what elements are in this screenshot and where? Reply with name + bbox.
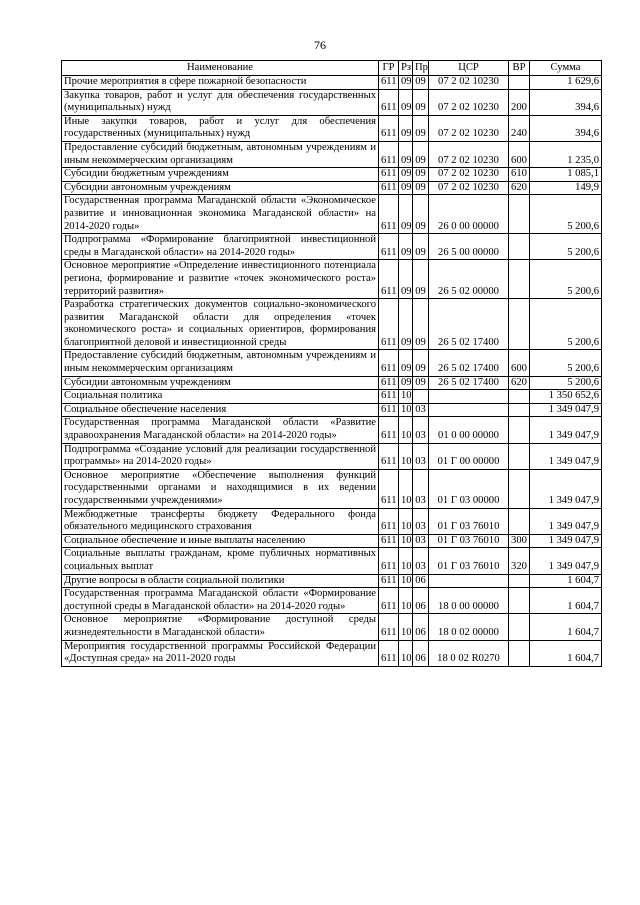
pr-cell: 03 [413, 417, 429, 443]
gr-cell: 611 [379, 403, 399, 417]
gr-cell: 611 [379, 574, 399, 588]
csr-cell: 26 5 02 00000 [429, 260, 509, 299]
rz-cell: 09 [399, 260, 413, 299]
sum-cell: 5 200,6 [530, 260, 602, 299]
vr-cell: 610 [509, 168, 530, 182]
name-cell: Субсидии автономным учреждениям [62, 181, 379, 195]
gr-cell: 611 [379, 89, 399, 115]
pr-cell: 06 [413, 574, 429, 588]
rz-cell: 10 [399, 534, 413, 548]
sum-cell: 1 604,7 [530, 588, 602, 614]
page-number: 76 [314, 38, 326, 52]
vr-cell: 300 [509, 534, 530, 548]
csr-cell: 18 0 02 R0270 [429, 640, 509, 666]
csr-cell: 26 5 02 17400 [429, 350, 509, 376]
gr-cell: 611 [379, 260, 399, 299]
gr-cell: 611 [379, 141, 399, 167]
csr-cell [429, 403, 509, 417]
name-cell: Предоставление субсидий бюджетным, автономным учреждениям и иным некоммерческим организациям [62, 141, 379, 167]
vr-cell: 320 [509, 548, 530, 574]
csr-cell: 01 Г 00 00000 [429, 443, 509, 469]
pr-cell: 03 [413, 443, 429, 469]
pr-cell: 09 [413, 350, 429, 376]
table-row [62, 376, 602, 390]
name-cell: Социальные выплаты гражданам, кроме публичных нормативных социальных выплат [62, 548, 379, 574]
sum-cell: 1 604,7 [530, 614, 602, 640]
sum-cell: 394,6 [530, 115, 602, 141]
vr-cell [509, 574, 530, 588]
vr-cell [509, 260, 530, 299]
rz-cell: 10 [399, 443, 413, 469]
pr-cell: 03 [413, 534, 429, 548]
csr-cell: 07 2 02 10230 [429, 181, 509, 195]
csr-cell: 07 2 02 10230 [429, 115, 509, 141]
vr-cell [509, 469, 530, 508]
sum-cell: 1 604,7 [530, 640, 602, 666]
table-row [62, 640, 602, 666]
name-cell: Закупка товаров, работ и услуг для обеспечения государственных (муниципальных) нужд [62, 89, 379, 115]
csr-cell: 01 Г 03 76010 [429, 548, 509, 574]
pr-cell: 03 [413, 508, 429, 534]
csr-cell: 26 5 00 00000 [429, 234, 509, 260]
table-row [62, 299, 602, 350]
gr-cell: 611 [379, 299, 399, 350]
pr-cell: 09 [413, 299, 429, 350]
sum-cell: 1 629,6 [530, 76, 602, 90]
sum-cell: 5 200,6 [530, 350, 602, 376]
sum-cell: 1 349 047,9 [530, 417, 602, 443]
header-gr: ГР [379, 61, 399, 76]
pr-cell: 09 [413, 168, 429, 182]
vr-cell [509, 234, 530, 260]
gr-cell: 611 [379, 390, 399, 404]
csr-cell: 01 Г 03 76010 [429, 508, 509, 534]
name-cell: Государственная программа Магаданской области «Формирование доступной среды в Магаданской области» на 2014-2020 годы» [62, 588, 379, 614]
table-row [62, 234, 602, 260]
sum-cell: 1 350 652,6 [530, 390, 602, 404]
pr-cell: 03 [413, 548, 429, 574]
table-row [62, 89, 602, 115]
rz-cell: 10 [399, 469, 413, 508]
vr-cell [509, 403, 530, 417]
sum-cell: 1 349 047,9 [530, 508, 602, 534]
csr-cell [429, 574, 509, 588]
table-row [62, 195, 602, 234]
table-row [62, 350, 602, 376]
sum-cell: 5 200,6 [530, 234, 602, 260]
gr-cell: 611 [379, 168, 399, 182]
name-cell: Межбюджетные трансферты бюджету Федерального фонда обязательного медицинского страхования [62, 508, 379, 534]
table-row [62, 588, 602, 614]
name-cell: Предоставление субсидий бюджетным, автономным учреждениям и иным некоммерческим организациям [62, 350, 379, 376]
vr-cell: 620 [509, 376, 530, 390]
name-cell: Подпрограмма «Создание условий для реализации государственной программы» на 2014-2020 годы» [62, 443, 379, 469]
rz-cell: 10 [399, 614, 413, 640]
table-row [62, 548, 602, 574]
table-row [62, 443, 602, 469]
name-cell: Иные закупки товаров, работ и услуг для обеспечения государственных (муниципальных) нужд [62, 115, 379, 141]
gr-cell: 611 [379, 469, 399, 508]
vr-cell [509, 76, 530, 90]
csr-cell: 01 Г 03 76010 [429, 534, 509, 548]
sum-cell: 1 349 047,9 [530, 534, 602, 548]
vr-cell: 600 [509, 350, 530, 376]
table-row [62, 168, 602, 182]
rz-cell: 09 [399, 234, 413, 260]
csr-cell: 07 2 02 10230 [429, 76, 509, 90]
vr-cell [509, 390, 530, 404]
vr-cell [509, 614, 530, 640]
rz-cell: 09 [399, 141, 413, 167]
vr-cell [509, 417, 530, 443]
pr-cell: 06 [413, 588, 429, 614]
rz-cell: 09 [399, 195, 413, 234]
name-cell: Государственная программа Магаданской области «Экономическое развитие и инновационная экономика Магаданской области» на 2014-2020 годы» [62, 195, 379, 234]
sum-cell: 1 349 047,9 [530, 403, 602, 417]
gr-cell: 611 [379, 350, 399, 376]
rz-cell: 10 [399, 417, 413, 443]
rz-cell: 10 [399, 508, 413, 534]
gr-cell: 611 [379, 417, 399, 443]
rz-cell: 10 [399, 548, 413, 574]
gr-cell: 611 [379, 234, 399, 260]
csr-cell: 26 0 00 00000 [429, 195, 509, 234]
rz-cell: 10 [399, 574, 413, 588]
table-row [62, 574, 602, 588]
rz-cell: 10 [399, 588, 413, 614]
vr-cell: 200 [509, 89, 530, 115]
name-cell: Основное мероприятие «Обеспечение выполнения функций государственными органами и находящимися в их ведении государственными учреждениями» [62, 469, 379, 508]
csr-cell: 18 0 00 00000 [429, 588, 509, 614]
csr-cell: 01 Г 03 00000 [429, 469, 509, 508]
sum-cell: 1 604,7 [530, 574, 602, 588]
gr-cell: 611 [379, 548, 399, 574]
rz-cell: 09 [399, 89, 413, 115]
sum-cell: 1 349 047,9 [530, 469, 602, 508]
rz-cell: 09 [399, 350, 413, 376]
sum-cell: 5 200,6 [530, 195, 602, 234]
sum-cell: 1 349 047,9 [530, 443, 602, 469]
csr-cell: 26 5 02 17400 [429, 376, 509, 390]
gr-cell: 611 [379, 534, 399, 548]
pr-cell: 03 [413, 469, 429, 508]
table-header-row [62, 61, 602, 76]
pr-cell: 09 [413, 141, 429, 167]
name-cell: Социальное обеспечение населения [62, 403, 379, 417]
pr-cell: 09 [413, 181, 429, 195]
csr-cell: 18 0 02 00000 [429, 614, 509, 640]
rz-cell: 09 [399, 168, 413, 182]
rz-cell: 09 [399, 299, 413, 350]
gr-cell: 611 [379, 115, 399, 141]
sum-cell: 1 235,0 [530, 141, 602, 167]
rz-cell: 09 [399, 181, 413, 195]
name-cell: Социальное обеспечение и иные выплаты населению [62, 534, 379, 548]
vr-cell [509, 588, 530, 614]
sum-cell: 5 200,6 [530, 299, 602, 350]
header-vr: ВР [509, 61, 530, 76]
csr-cell: 07 2 02 10230 [429, 168, 509, 182]
name-cell: Основное мероприятие «Формирование доступной среды жизнедеятельности в Магаданской области» [62, 614, 379, 640]
rz-cell: 09 [399, 76, 413, 90]
gr-cell: 611 [379, 443, 399, 469]
budget-table [61, 60, 602, 667]
sum-cell: 1 085,1 [530, 168, 602, 182]
name-cell: Прочие мероприятия в сфере пожарной безопасности [62, 76, 379, 90]
table-row [62, 403, 602, 417]
table-body [62, 76, 602, 667]
pr-cell: 09 [413, 89, 429, 115]
gr-cell: 611 [379, 508, 399, 534]
rz-cell: 09 [399, 115, 413, 141]
rz-cell: 10 [399, 403, 413, 417]
table-row [62, 115, 602, 141]
csr-cell [429, 390, 509, 404]
pr-cell: 03 [413, 403, 429, 417]
rz-cell: 09 [399, 376, 413, 390]
vr-cell [509, 443, 530, 469]
pr-cell: 09 [413, 195, 429, 234]
name-cell: Другие вопросы в области социальной политики [62, 574, 379, 588]
gr-cell: 611 [379, 76, 399, 90]
csr-cell: 01 0 00 00000 [429, 417, 509, 443]
pr-cell: 09 [413, 376, 429, 390]
vr-cell [509, 508, 530, 534]
pr-cell: 09 [413, 234, 429, 260]
vr-cell: 620 [509, 181, 530, 195]
name-cell: Разработка стратегических документов социально-экономического развития Магаданской области для определения «точек экономического роста» и социальных ориентиров, формирования благоприятной деловой и инвестиционной среды [62, 299, 379, 350]
header-rz: Рз [399, 61, 413, 76]
csr-cell: 07 2 02 10230 [429, 89, 509, 115]
gr-cell: 611 [379, 376, 399, 390]
table-row [62, 260, 602, 299]
rz-cell: 10 [399, 640, 413, 666]
name-cell: Основное мероприятие «Определение инвестиционного потенциала региона, формирование и развитие «точек экономического роста» территорий развития» [62, 260, 379, 299]
header-sum: Сумма [530, 61, 602, 76]
vr-cell [509, 299, 530, 350]
table-row [62, 534, 602, 548]
sum-cell: 5 200,6 [530, 376, 602, 390]
gr-cell: 611 [379, 195, 399, 234]
name-cell: Государственная программа Магаданской области «Развитие здравоохранения Магаданской области» на 2014-2020 годы» [62, 417, 379, 443]
pr-cell: 09 [413, 76, 429, 90]
sum-cell: 394,6 [530, 89, 602, 115]
table-row [62, 508, 602, 534]
vr-cell: 600 [509, 141, 530, 167]
table-row [62, 614, 602, 640]
vr-cell: 240 [509, 115, 530, 141]
table-row [62, 469, 602, 508]
table-row [62, 181, 602, 195]
sum-cell: 1 349 047,9 [530, 548, 602, 574]
table-row [62, 390, 602, 404]
rz-cell: 10 [399, 390, 413, 404]
pr-cell: 09 [413, 115, 429, 141]
header-pr: Пр [413, 61, 429, 76]
table-row [62, 76, 602, 90]
name-cell: Подпрограмма «Формирование благоприятной инвестиционной среды в Магаданской области» на 2014-2020 годы» [62, 234, 379, 260]
gr-cell: 611 [379, 181, 399, 195]
name-cell: Социальная политика [62, 390, 379, 404]
table-row [62, 417, 602, 443]
name-cell: Мероприятия государственной программы Российской Федерации «Доступная среда» на 2011-2020 годы [62, 640, 379, 666]
pr-cell [413, 390, 429, 404]
gr-cell: 611 [379, 588, 399, 614]
table-row [62, 141, 602, 167]
vr-cell [509, 640, 530, 666]
header-csr: ЦСР [429, 61, 509, 76]
csr-cell: 26 5 02 17400 [429, 299, 509, 350]
header-name: Наименование [62, 61, 379, 76]
vr-cell [509, 195, 530, 234]
pr-cell: 09 [413, 260, 429, 299]
name-cell: Субсидии бюджетным учреждениям [62, 168, 379, 182]
gr-cell: 611 [379, 614, 399, 640]
gr-cell: 611 [379, 640, 399, 666]
csr-cell: 07 2 02 10230 [429, 141, 509, 167]
pr-cell: 06 [413, 640, 429, 666]
pr-cell: 06 [413, 614, 429, 640]
name-cell: Субсидии автономным учреждениям [62, 376, 379, 390]
sum-cell: 149,9 [530, 181, 602, 195]
